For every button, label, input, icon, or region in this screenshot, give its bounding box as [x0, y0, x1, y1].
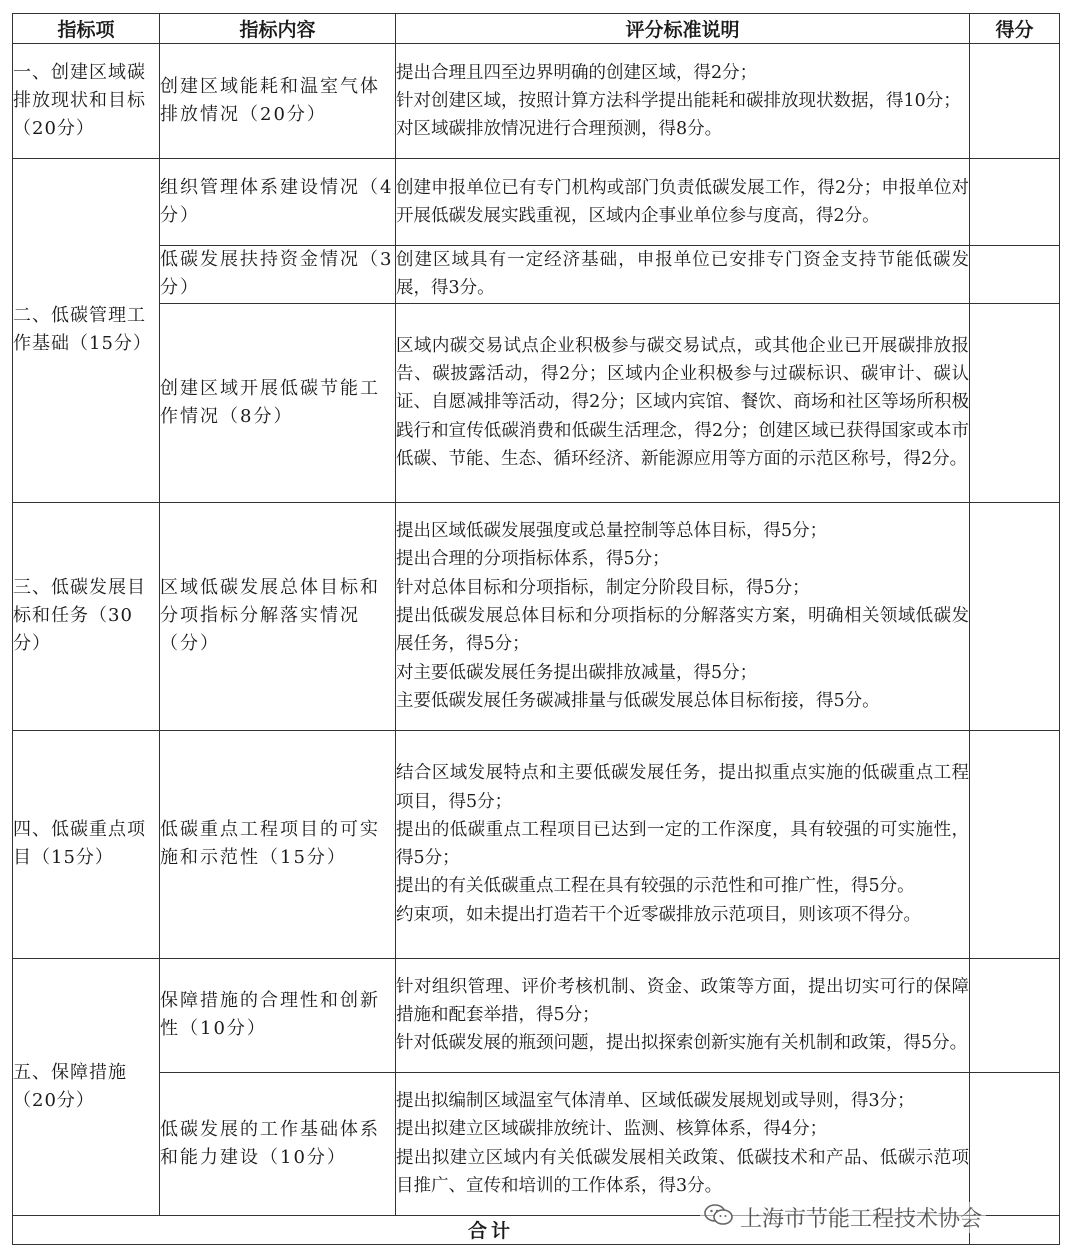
score-input-cell[interactable] [970, 730, 1060, 958]
watermark [700, 1202, 986, 1233]
criteria-cell [396, 1072, 970, 1215]
category-cell: 二、低碳管理工作基础（15分） [13, 159, 160, 503]
criteria-line: 提出拟建立区域碳排放统计、监测、核算体系，得4分； [396, 1119, 828, 1140]
criteria-line: 提出合理的分项指标体系，得5分； [396, 549, 670, 570]
table-row [13, 730, 1060, 958]
watermark-text: 上海市节能工程技术协会 [740, 1207, 983, 1232]
content-cell: 创建区域开展低碳节能工作情况（8分） [160, 303, 396, 502]
header-row [13, 14, 1060, 44]
score-input-cell[interactable] [970, 303, 1060, 502]
criteria-cell [396, 502, 970, 730]
wechat-icon [704, 1203, 734, 1233]
content-cell: 低碳发展的工作基础体系和能力建设（10分） [160, 1072, 396, 1215]
criteria-line: 针对低碳发展的瓶颈问题，提出拟探索创新实施有关机制和政策，得5分。 [396, 1033, 968, 1054]
table-row [13, 246, 1060, 304]
criteria-line: 提出拟建立区域内有关低碳发展相关政策、低碳技术和产品、低碳示范项目推广、宣传和培训的工作体系，得3分。 [396, 1147, 969, 1196]
criteria-cell [396, 159, 970, 246]
criteria-cell [396, 246, 970, 304]
table-row [13, 502, 1060, 730]
content-cell: 低碳发展扶持资金情况（3分） [160, 246, 396, 304]
criteria-line: 创建申报单位已有专门机构或部门负责低碳发展工作，得2分；申报单位对开展低碳发展实践重视，区域内企事业单位参与度高，得2分。 [396, 177, 969, 226]
score-input-cell[interactable] [970, 1072, 1060, 1215]
criteria-line: 结合区域发展特点和主要低碳发展任务，提出拟重点实施的低碳重点工程项目，得5分； [396, 763, 969, 812]
table-row [13, 44, 1060, 159]
criteria-cell [396, 303, 970, 502]
total-label: 合计 [13, 1215, 970, 1244]
criteria-line: 提出的有关低碳重点工程在具有较强的示范性和可推广性，得5分。 [396, 876, 915, 897]
category-cell: 四、低碳重点项目（15分） [13, 730, 160, 958]
criteria-line: 对主要低碳发展任务提出碳排放减量，得5分； [396, 662, 758, 683]
table-row [13, 159, 1060, 246]
content-cell: 区域低碳发展总体目标和分项指标分解落实情况（分） [160, 502, 396, 730]
criteria-line: 主要低碳发展任务碳减排量与低碳发展总体目标衔接，得5分。 [396, 690, 880, 711]
criteria-line: 对区域碳排放情况进行合理预测，得8分。 [396, 119, 723, 140]
category-cell: 五、保障措施（20分） [13, 958, 160, 1215]
content-cell: 创建区域能耗和温室气体排放情况（20分） [160, 44, 396, 159]
score-input-cell[interactable] [970, 44, 1060, 159]
header-indicator-content: 指标内容 [160, 14, 396, 44]
table-row [13, 958, 1060, 1072]
criteria-line: 约束项，如未提出打造若干个近零碳排放示范项目，则该项不得分。 [396, 904, 921, 925]
header-score: 得分 [970, 14, 1060, 44]
score-input-cell[interactable] [970, 246, 1060, 304]
score-input-cell[interactable] [970, 502, 1060, 730]
category-cell: 一、创建区域碳排放现状和目标（20分） [13, 44, 160, 159]
criteria-line: 提出的低碳重点工程项目已达到一定的工作深度，具有较强的可实施性，得5分； [396, 819, 969, 869]
criteria-cell [396, 730, 970, 958]
criteria-cell [396, 44, 970, 159]
criteria-line: 针对组织管理、评价考核机制、资金、政策等方面，提出切实可行的保障措施和配套举措，得5分； [396, 976, 969, 1025]
criteria-cell [396, 958, 970, 1072]
criteria-line: 提出低碳发展总体目标和分项指标的分解落实方案，明确相关领域低碳发展任务，得5分； [396, 605, 969, 655]
criteria-line: 针对总体目标和分项指标，制定分阶段目标，得5分； [396, 577, 810, 598]
criteria-line: 提出合理且四至边界明确的创建区域，得2分； [396, 62, 758, 83]
header-indicator-item: 指标项 [13, 14, 160, 44]
header-scoring-criteria: 评分标准说明 [396, 14, 970, 44]
criteria-line: 提出拟编制区域温室气体清单、区域低碳发展规划或导则，得3分； [396, 1091, 915, 1111]
criteria-line: 创建区域具有一定经济基础，申报单位已安排专门资金支持节能低碳发展，得3分。 [396, 250, 969, 299]
category-cell: 三、低碳发展目标和任务（30分） [13, 502, 160, 730]
table-row [13, 303, 1060, 502]
scoring-table [12, 13, 1060, 1245]
content-cell: 保障措施的合理性和创新性（10分） [160, 958, 396, 1072]
score-input-cell[interactable] [970, 958, 1060, 1072]
content-cell: 组织管理体系建设情况（4分） [160, 159, 396, 246]
criteria-line: 提出区域低碳发展强度或总量控制等总体目标，得5分； [396, 521, 828, 542]
table-row [13, 1072, 1060, 1215]
content-cell: 低碳重点工程项目的可实施和示范性（15分） [160, 730, 396, 958]
criteria-line: 针对创建区域，按照计算方法科学提出能耗和碳排放现状数据，得10分； [396, 90, 961, 111]
score-input-cell[interactable] [970, 159, 1060, 246]
criteria-line: 区域内碳交易试点企业积极参与碳交易试点，或其他企业已开展碳排放报告、碳披露活动，得2分；区域内企业积极参与过碳标识、碳审计、碳认证、自愿减排等活动，得2分；区域内宾馆、餐饮、商场和社区等场所积极践行和宣传低碳消费和低碳生活理念，得2分；创建区域已获得国家或本市低碳、节能、生态、循环经济、新能源应用等方面的示范区称号，得2分。 [396, 335, 969, 470]
